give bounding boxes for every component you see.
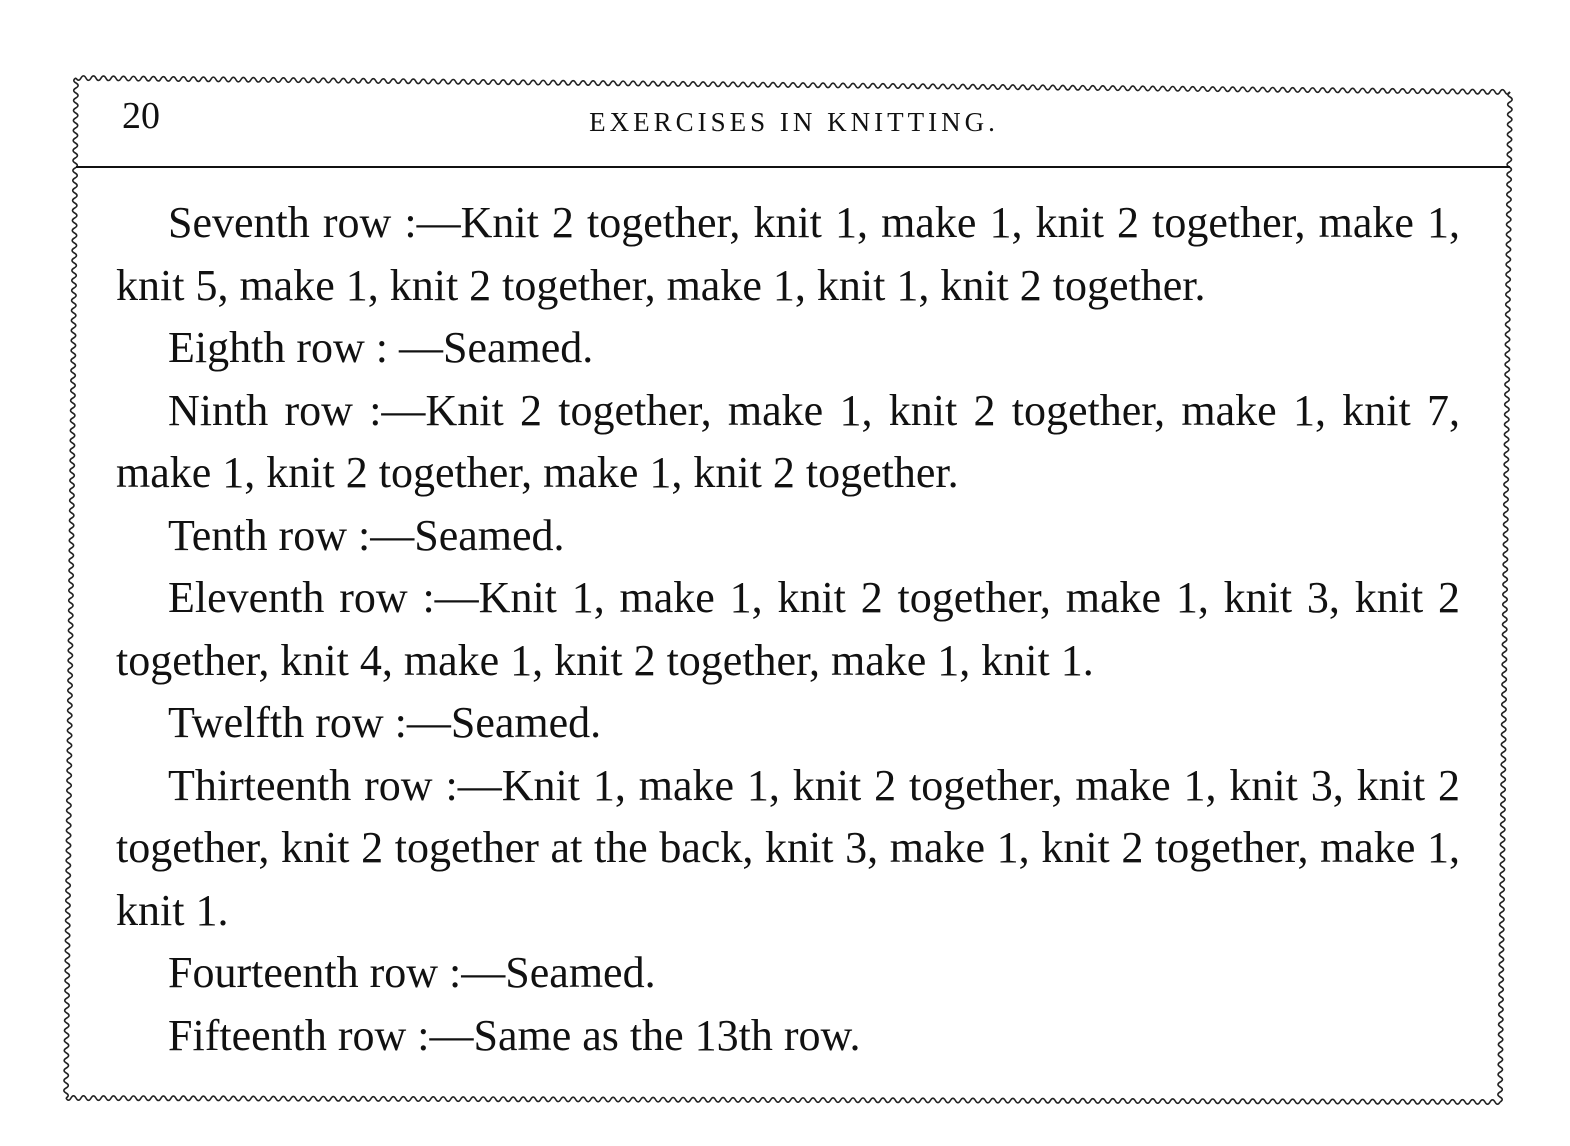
row-label: Eleventh row :— xyxy=(168,573,479,622)
row-text: Seamed. xyxy=(442,323,594,372)
running-head xyxy=(76,88,1512,162)
running-title: EXERCISES IN KNITTING. xyxy=(589,107,999,137)
row-label: Seventh row :— xyxy=(168,198,461,247)
row-label: Tenth row :— xyxy=(168,510,415,560)
row-label: Thirteenth row :— xyxy=(168,760,502,810)
row-text: Knit 1, make 1, knit 2 together, make 1, knit 3, knit 2 together, knit 2 together at the back, knit 3, make 1, knit 2 together, make 1, knit 1. xyxy=(116,760,1460,935)
row-text: Knit 1, make 1, knit 2 together, make 1, knit 3, knit 2 together, knit 4, make 1, knit 2 together, make 1, knit 1. xyxy=(116,573,1460,685)
row-text: Knit 2 together, knit 1, make 1, knit 2 together, make 1, knit 5, make 1, knit 2 together, make 1, knit 1, knit 2 together. xyxy=(116,198,1460,310)
row-instruction-seventh xyxy=(116,192,1460,317)
row-text: Same as the 13th row. xyxy=(473,1010,861,1060)
row-text: Seamed. xyxy=(450,698,602,747)
row-label: Eighth row : — xyxy=(168,323,443,372)
row-instruction-fifteenth xyxy=(116,1005,1460,1068)
row-text: Seamed. xyxy=(505,948,656,997)
row-label: Ninth row :— xyxy=(168,385,426,435)
row-label: Fourteenth row :— xyxy=(168,948,506,997)
row-label: Twelfth row :— xyxy=(168,698,451,747)
page-number: 20 xyxy=(122,95,160,137)
row-instruction-ninth xyxy=(116,380,1460,505)
row-instruction-fourteenth xyxy=(116,942,1460,1005)
header-rule xyxy=(76,166,1510,168)
row-label: Fifteenth row :— xyxy=(168,1010,474,1060)
row-instruction-eleventh xyxy=(116,567,1460,692)
row-instruction-tenth xyxy=(116,505,1460,568)
row-instruction-eighth xyxy=(116,317,1460,380)
row-instruction-twelfth xyxy=(116,692,1460,755)
page-frame xyxy=(60,72,1516,1108)
row-instruction-thirteenth xyxy=(116,755,1460,943)
row-text: Knit 2 together, make 1, knit 2 together, make 1, knit 7, make 1, knit 2 together, make 1, knit 2 together. xyxy=(116,385,1460,497)
page-body xyxy=(116,192,1460,1067)
row-text: Seamed. xyxy=(414,510,565,560)
